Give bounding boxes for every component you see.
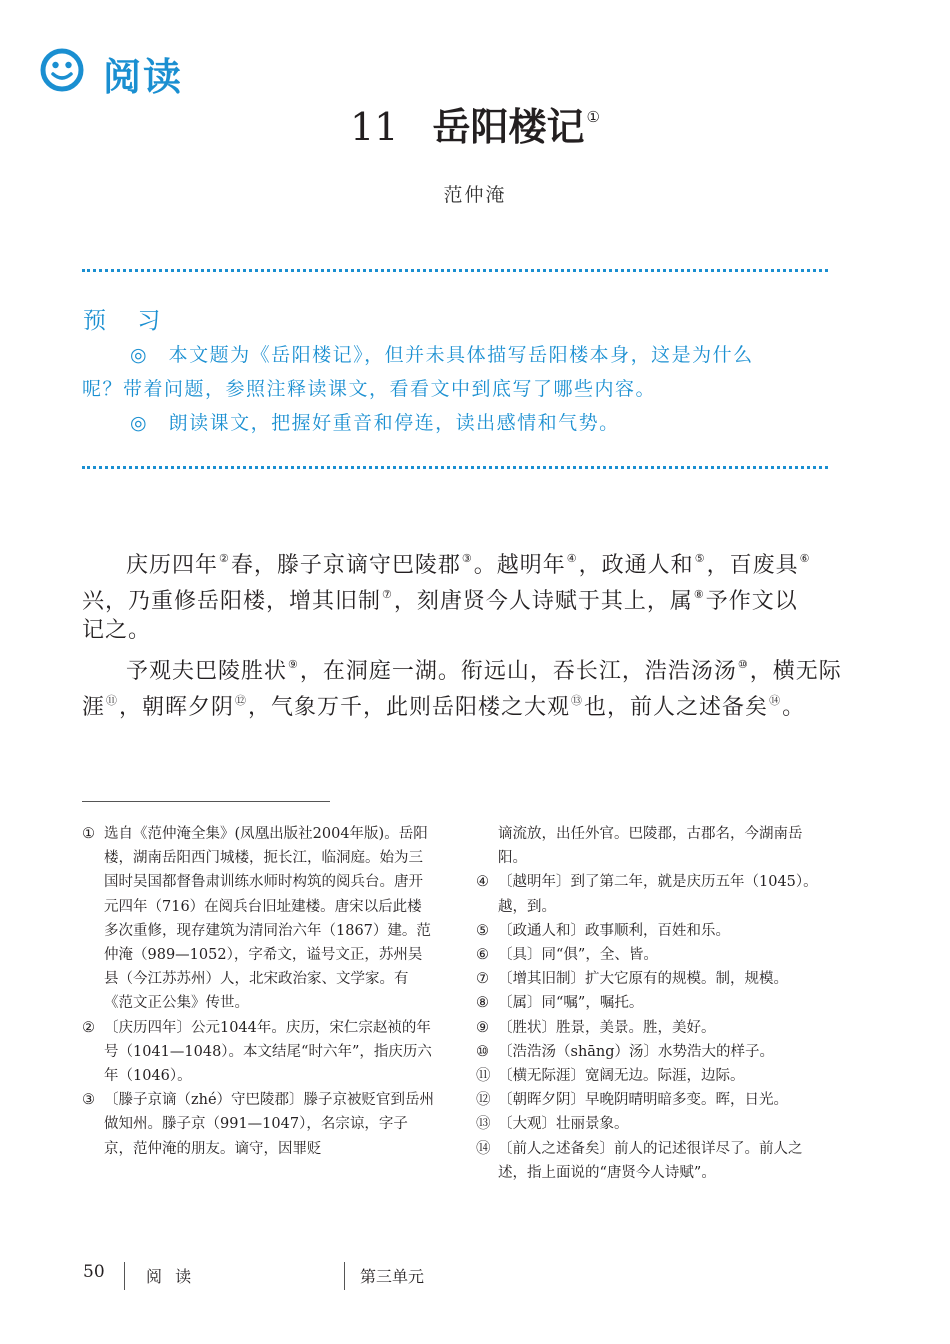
body-line: 兴，乃重修岳阳楼，增其旧制⑦，刻唐贤今人诗赋于其上，属⑧予作文以 xyxy=(82,588,798,614)
footnote-ref: ⑫ xyxy=(235,694,248,707)
dotted-divider-bottom xyxy=(82,466,828,469)
footnote-continuation: 谪流放，出任外官。巴陵郡，古郡名，今湖南岳阳。 xyxy=(498,826,803,867)
footnote-ref: ⑪ xyxy=(106,694,119,707)
footer-separator xyxy=(124,1262,125,1290)
smiley-icon xyxy=(40,48,84,92)
body-line: 涯⑪，朝晖夕阴⑫，气象万千，此则岳阳楼之大观⑬也，前人之述备矣⑭。 xyxy=(82,694,806,720)
footnote-ref: ③ xyxy=(461,552,473,565)
footnote-item: ⑦ 〔增其旧制〕扩大它原有的规模。制，规模。 xyxy=(476,971,788,988)
lesson-title xyxy=(0,96,950,151)
footnote-item: ⑭ 〔前人之述备矣〕前人的记述很详尽了。前人之述，指上面说的“唐贤今人诗赋”。 xyxy=(476,1140,803,1181)
footnote-item: ⑪ 〔横无际涯〕宽阔无边。际涯，边际。 xyxy=(476,1068,745,1085)
footnote-item: ⑤ 〔政通人和〕政事顺利，百姓和乐。 xyxy=(476,922,730,939)
title-footnote-marker: ① xyxy=(586,108,600,126)
preview-heading: 预 习 xyxy=(83,308,173,334)
lesson-title-text: 岳阳楼记 xyxy=(432,104,585,149)
body-line: 庆历四年②春，滕子京谪守巴陵郡③。越明年④，政通人和⑤，百废具⑥ xyxy=(126,552,811,578)
footnote-rule xyxy=(82,801,330,802)
footer-unit: 第三单元 xyxy=(360,1267,425,1286)
footnote-ref: ④ xyxy=(566,552,578,565)
page-number: 50 xyxy=(83,1262,105,1282)
footnote-item: ② 〔庆历四年〕公元1044年。庆历，宋仁宗赵祯的年号（1041—1048）。本文结尾“时六年”，指庆历六年（1046）。 xyxy=(82,1019,432,1085)
preview-line: ◎ 朗读课文，把握好重音和停连，读出感情和气势。 xyxy=(130,412,620,434)
footnote-item: ⑩ 〔浩浩汤（shāng）汤〕水势浩大的样子。 xyxy=(476,1043,775,1060)
footnote-item: ③ 〔滕子京谪（zhé）守巴陵郡〕滕子京被贬官到岳州做知州。滕子京（991—1047），名宗谅，字子京，范仲淹的朋友。谪守，因罪贬 xyxy=(82,1092,435,1157)
footnote-ref: ⑤ xyxy=(694,552,706,565)
preview-line: ◎ 本文题为《岳阳楼记》，但并未具体描写岳阳楼本身，这是为什么 xyxy=(130,344,754,366)
footnote-ref: ⑬ xyxy=(571,694,584,707)
lesson-number: 11 xyxy=(350,105,399,149)
footnotes-right-column xyxy=(476,822,828,1185)
preview-line: 呢？带着问题，参照注释读课文，看看文中到底写了哪些内容。 xyxy=(82,378,657,400)
footnote-item: ④ 〔越明年〕到了第二年，就是庆历五年（1045）。越，到。 xyxy=(476,874,818,915)
footnotes-left-column xyxy=(82,822,436,1161)
footnote-item: ① 选自《范仲淹全集》(凤凰出版社2004年版)。岳阳楼，湖南岳阳西门城楼，扼长江，临洞庭。始为三国时吴国都督鲁肃训练水师时构筑的阅兵台。唐开元四年（716）在阅兵台旧址建楼。唐宋以后此楼多次重修，现存建筑为清同治六年（1867）建。范仲淹（989—1052），字希文，谥号文正，苏州吴县（今江苏苏州）人，北宋政治家、文学家。有《范文正公集》传世。 xyxy=(82,826,431,1012)
footnote-ref: ⑨ xyxy=(288,658,299,671)
section-label: 阅读 xyxy=(103,55,184,99)
dotted-divider-top xyxy=(82,269,828,272)
footnote-ref: ② xyxy=(219,552,230,565)
footnote-item: ⑧ 〔属〕同“嘱”，嘱托。 xyxy=(476,995,644,1012)
footer-separator xyxy=(344,1262,345,1290)
body-line: 记之。 xyxy=(82,618,152,643)
footnote-item: ⑨ 〔胜状〕胜景，美景。胜，美好。 xyxy=(476,1019,716,1036)
footnote-ref: ⑩ xyxy=(737,658,749,671)
footnote-ref: ⑭ xyxy=(769,694,782,707)
author: 范仲淹 xyxy=(443,184,507,206)
footer-section: 阅 读 xyxy=(146,1267,196,1286)
footnote-item: ⑥ 〔具〕同“俱”，全、皆。 xyxy=(476,947,658,964)
footnote-ref: ⑥ xyxy=(799,552,811,565)
body-line: 予观夫巴陵胜状⑨，在洞庭一湖。衔远山，吞长江，浩浩汤汤⑩，横无际 xyxy=(126,658,842,684)
footnote-item: ⑫ 〔朝晖夕阴〕早晚阴晴明暗多变。晖，日光。 xyxy=(476,1092,788,1109)
footnote-ref: ⑧ xyxy=(693,588,705,601)
footnote-ref: ⑦ xyxy=(382,588,393,601)
footnote-item: ⑬ 〔大观〕壮丽景象。 xyxy=(476,1116,629,1133)
